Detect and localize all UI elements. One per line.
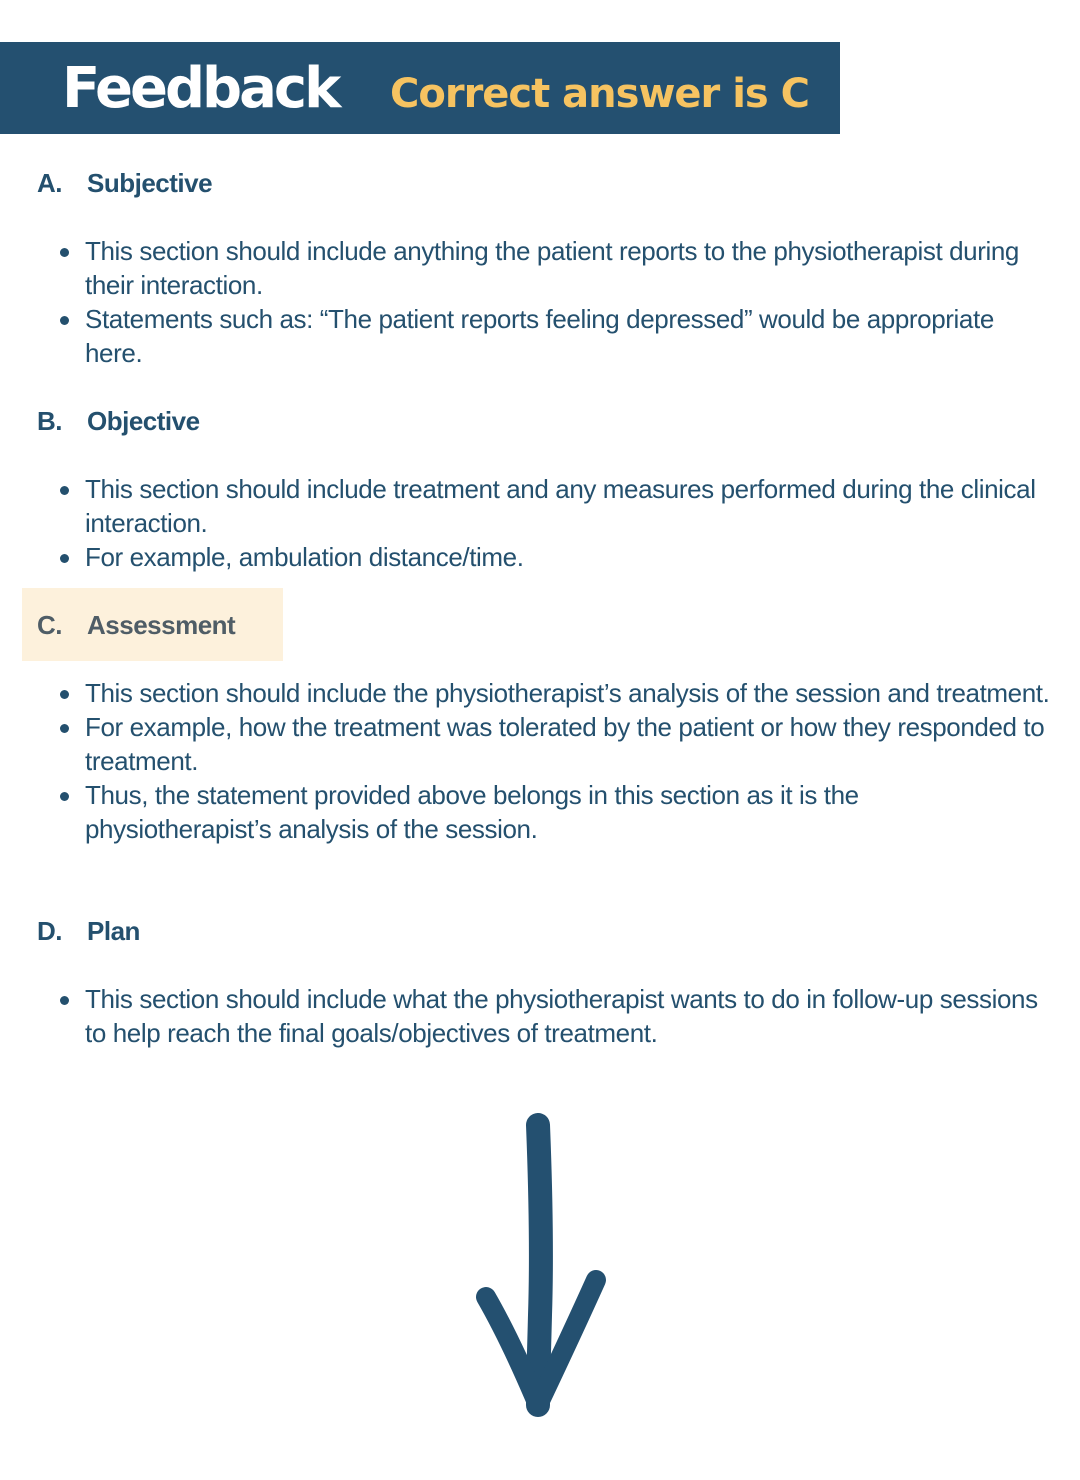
list-item: Thus, the statement provided above belongs in this section as it is the physiotherapist’s analysis of the session. bbox=[60, 778, 1050, 846]
section-c-bullets bbox=[60, 676, 1050, 846]
section-b-heading bbox=[37, 401, 200, 441]
section-title: Assessment bbox=[87, 610, 236, 640]
list-item: For example, how the treatment was tolerated by the patient or how they responded to treatment. bbox=[60, 710, 1050, 778]
list-item: Statements such as: “The patient reports feeling depressed” would be appropriate here. bbox=[60, 302, 1050, 370]
list-item: This section should include anything the patient reports to the physiotherapist during their interaction. bbox=[60, 234, 1050, 302]
list-item: This section should include treatment and any measures performed during the clinical interaction. bbox=[60, 472, 1050, 540]
section-title: Plan bbox=[87, 916, 140, 946]
section-letter: D. bbox=[37, 916, 62, 946]
list-item: For example, ambulation distance/time. bbox=[60, 540, 1050, 574]
list-item: This section should include the physiotherapist’s analysis of the session and treatment. bbox=[60, 676, 1050, 710]
section-c-heading bbox=[37, 605, 235, 645]
section-title: Objective bbox=[87, 406, 200, 436]
hand-drawn-down-arrow-icon bbox=[460, 1105, 620, 1425]
section-b-bullets bbox=[60, 472, 1050, 574]
list-item: This section should include what the physiotherapist wants to do in follow-up sessions to help reach the final goals/objectives of treatment. bbox=[60, 982, 1050, 1050]
section-letter: C. bbox=[37, 610, 62, 640]
section-d-heading bbox=[37, 911, 140, 951]
section-a-bullets bbox=[60, 234, 1050, 370]
section-letter: B. bbox=[37, 406, 62, 436]
section-letter: A. bbox=[37, 168, 62, 198]
section-a-heading bbox=[37, 163, 212, 203]
feedback-title: Feedback bbox=[62, 56, 339, 121]
correct-answer-label: Correct answer is C bbox=[390, 71, 809, 117]
section-d-bullets bbox=[60, 982, 1050, 1050]
section-title: Subjective bbox=[87, 168, 213, 198]
